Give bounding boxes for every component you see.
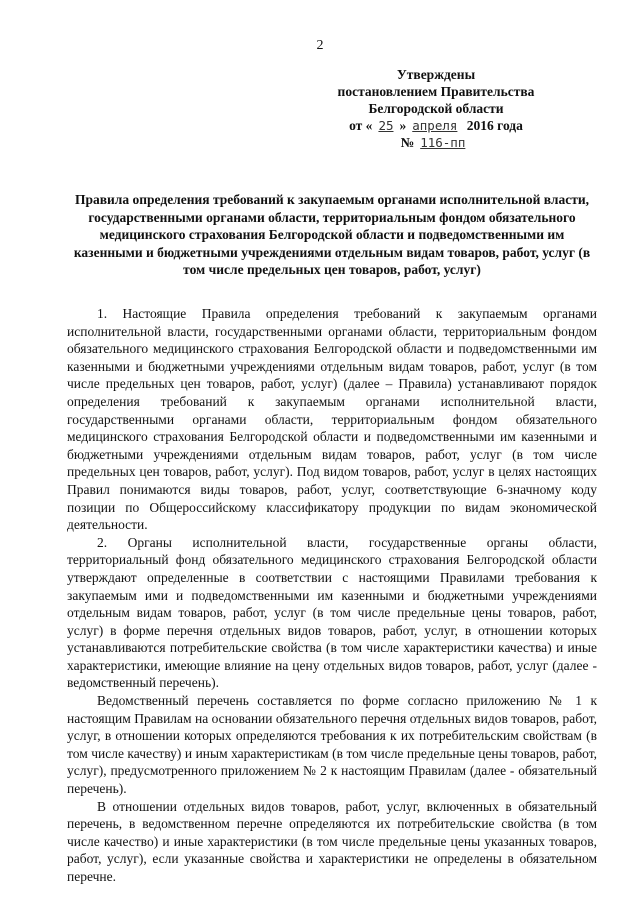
approval-line-3: Белгородской области (368, 101, 504, 116)
date-mid: » (399, 118, 407, 133)
number-value: 116-пп (420, 135, 466, 150)
approval-date (316, 117, 556, 134)
number-prefix: № (400, 135, 415, 150)
approval-line-2: постановлением Правительства (337, 84, 535, 99)
approval-number (316, 134, 556, 151)
paragraph: В отношении отдельных видов товаров, работ, услуг, включенных в обязательный перечень, в ведомственном перечне определяются их потребительские свойства (в том числе качество) и иные характеристики (в том числе предельные цены указанных товаров, работ, услуг), если указанные свойства и характеристики не определены в обязательном перечне. (67, 798, 597, 884)
date-prefix: от « (349, 118, 373, 133)
date-year: 2016 года (466, 118, 523, 133)
date-month: апреля (412, 118, 458, 133)
date-day: 25 (378, 118, 394, 133)
document-body (67, 305, 597, 886)
paragraph: Ведомственный перечень составляется по форме согласно приложению № 1 к настоящим Правилам на основании обязательного перечня отдельных видов товаров, работ, услуг, в отношении которых определяются требования к их потребительским свойствам (в том числе качеству) и иным характеристикам (в том числе предельные цены товаров, работ, услуг), предусмотренного приложением № 2 к настоящим Правилам (далее - обязательный перечень). (67, 693, 597, 797)
page-number: 2 (316, 38, 324, 53)
paragraph: 2. Органы исполнительной власти, государственные органы области, территориальный фонд обязательного медицинского страхования Белгородской области утверждают определенные в соответствии с настоящими Правилами требования к закупаемым ими и подведомственными им казенными и бюджетными учреждениями отдельным видам товаров, работ, услуг (в том числе предельные цены товаров, работ, услуг) в форме перечня отдельных видов товаров, работ, услуг, в отношении которых устанавливаются потребительские свойства (в том числе характеристики качества) и иные характеристики, имеющие влияние на цену отдельных видов товаров, работ, услуг (далее - ведомственный перечень). (67, 534, 597, 691)
paragraph: 1. Настоящие Правила определения требований к закупаемым органами исполнительной власти, государственными органами области, территориальным фондом обязательного медицинского страхования Белгородской области и подведомственными им казенными и бюджетными учреждениями отдельным видам товаров, работ, услуг (в том числе предельных цен товаров, работ, услуг) (далее – Правила) устанавливают порядок определения требований к закупаемым органами исполнительной власти, государственными органами области, территориальным фондом обязательного медицинского страхования Белгородской области и подведомственными им казенными и бюджетными учреждениями отдельным видам товаров, работ, услуг (в том числе предельных цен товаров, работ, услуг). Под видом товаров, работ, услуг в целях настоящих Правил понимаются виды товаров, работ, услуг, соответствующие 6-значному коду позиции по Общероссийскому классификатору продукции по видам экономической деятельности. (67, 306, 597, 533)
document-title: Правила определения требований к закупаемым органами исполнительной власти, государственными органами области, территориальным фондом обязательного медицинского страхования Белгородской области и подведомственными им казенными и бюджетными учреждениями отдельным видам товаров, работ, услуг (в том числе предельных цен товаров, работ, услуг) (73, 192, 591, 277)
approval-stamp (316, 66, 556, 151)
approval-line-1: Утверждены (396, 67, 476, 82)
